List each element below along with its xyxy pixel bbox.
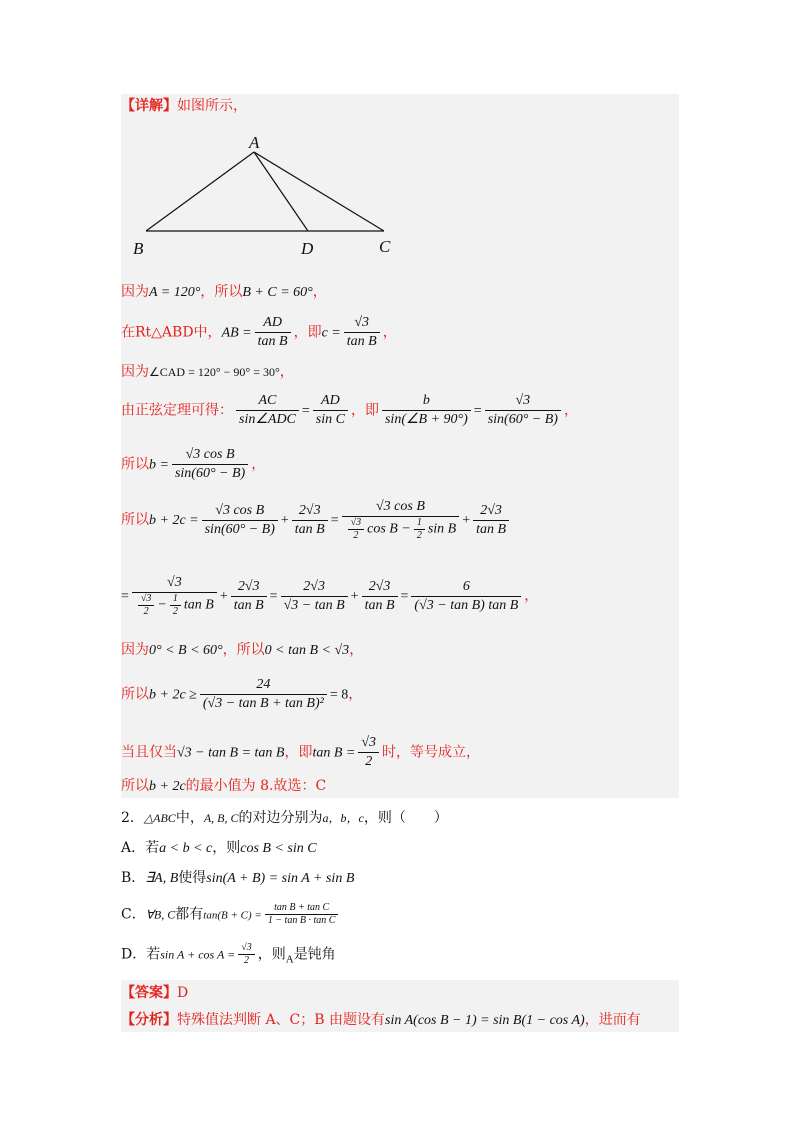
- step-6-n2: 2√3: [292, 502, 328, 521]
- step-4: [121, 392, 578, 429]
- step-2-suffix: ，: [382, 324, 397, 341]
- step-4-mid: ，即: [350, 402, 379, 419]
- option-a-label: A．若: [121, 840, 160, 856]
- step-9-prefix: 所以: [121, 686, 149, 703]
- step-7-d1-frac-b: [170, 593, 181, 618]
- step-6-n3: √3 cos B: [342, 498, 460, 517]
- step-5: [121, 446, 265, 483]
- step-4-d2: sin C: [315, 412, 345, 427]
- step-5-prefix: 所以: [121, 456, 149, 473]
- step-4-n2: AD: [313, 392, 348, 411]
- step-7-d1-frac-a: [138, 593, 155, 618]
- step-7-d3: √3 − tan B: [283, 597, 345, 613]
- answer-heading: 【答案】: [121, 985, 177, 1001]
- step-4-frac2: [313, 392, 348, 429]
- step-8-math: 0° < B < 60°: [149, 643, 223, 658]
- option-c-mid: 都有: [175, 906, 204, 923]
- question-stem-end: ，则（ ）: [363, 810, 448, 826]
- step-6: [121, 498, 512, 542]
- step-7-plus1: +: [219, 589, 228, 604]
- step-6-d3-frac-a: [348, 517, 365, 542]
- step-3-math: ∠CAD = 120° − 90° = 30°: [149, 365, 280, 379]
- question-number: 2．: [121, 810, 144, 826]
- solution-intro: 如图所示，: [177, 98, 247, 114]
- step-2-frac: [255, 314, 291, 351]
- step-6-prefix: 所以: [121, 512, 149, 528]
- step-4-n1: AC: [236, 392, 299, 411]
- step-9-den: (√3 − tan B + tan B)²: [202, 696, 324, 711]
- step-7-eq1: =: [269, 589, 278, 604]
- step-2-num: AD: [255, 314, 291, 333]
- step-9-suffix: ，: [348, 686, 363, 703]
- option-c: [121, 902, 341, 927]
- label-a: A: [249, 133, 260, 152]
- answer-value: D: [177, 985, 189, 1001]
- step-6-d3e: 2: [416, 530, 422, 541]
- step-9: [121, 676, 362, 713]
- step-7-n4: 2√3: [362, 578, 398, 597]
- step-7-d1: [132, 593, 217, 618]
- option-d-label: D．若: [121, 946, 161, 963]
- step-10-suffix: 时，等号成立，: [382, 744, 481, 761]
- step-7-eq2: =: [400, 589, 409, 604]
- label-c: C: [379, 237, 391, 256]
- step-2-num2: √3: [344, 314, 380, 333]
- step-10-frac: [358, 734, 379, 771]
- analysis-heading: 【分析】: [121, 1012, 177, 1028]
- step-9-lhs: b + 2c ≥: [149, 687, 197, 703]
- option-d: [121, 942, 336, 970]
- option-d-end: 是钝角: [293, 946, 336, 963]
- step-3-suffix: ，: [279, 364, 294, 380]
- step-8: [121, 640, 363, 661]
- option-a-mid: ，则: [212, 840, 241, 856]
- step-2-lhs2: c =: [321, 325, 341, 341]
- step-5-suffix: ，: [251, 456, 266, 473]
- analysis-end: ，进而有: [584, 1012, 641, 1028]
- step-10-math: √3 − tan B = tan B: [177, 745, 285, 761]
- step-4-eq2: =: [473, 403, 482, 419]
- step-9-frac: [200, 676, 327, 713]
- option-c-lhs: tan(B + C) =: [203, 909, 262, 922]
- analysis-math: sin A(cos B − 1) = sin B(1 − cos A): [385, 1013, 585, 1028]
- step-6-d2: tan B: [294, 521, 325, 537]
- label-b: B: [133, 239, 144, 258]
- step-6-frac2: [292, 502, 328, 539]
- question-stem-mid: 中，: [175, 810, 204, 826]
- step-7-frac5: [411, 578, 521, 615]
- step-4-frac4: [485, 392, 561, 429]
- step-7-n3: 2√3: [281, 578, 348, 597]
- step-8-math2: 0 < tan B < √3: [264, 643, 350, 658]
- label-d: D: [301, 239, 314, 258]
- step-7-frac4: [362, 578, 398, 615]
- step-6-d3a: √3: [348, 517, 365, 530]
- step-6-plus2: +: [462, 513, 471, 528]
- option-d-math: A: [285, 953, 294, 966]
- step-6-d3-frac-b: [414, 517, 425, 542]
- question-stem-math3: a，b，c: [322, 811, 364, 825]
- analysis-line: [121, 1010, 641, 1031]
- step-7-d1d: 1: [170, 593, 181, 606]
- option-d-num: √3: [238, 942, 255, 955]
- step-9-num: 24: [200, 676, 327, 695]
- step-7: [121, 574, 538, 618]
- question-stem: [121, 808, 448, 828]
- option-a: [121, 838, 317, 859]
- step-3: [121, 362, 294, 382]
- step-4-eq: =: [301, 403, 310, 419]
- option-d-frac: [238, 942, 255, 967]
- step-1-prefix: 因为: [121, 284, 149, 300]
- step-5-lhs: b =: [149, 457, 169, 473]
- step-2: [121, 314, 397, 351]
- side-ab: [146, 152, 254, 231]
- question-stem-mid2: 的对边分别为: [238, 810, 323, 826]
- step-11-math: b + 2c: [149, 779, 186, 794]
- step-2-den2: tan B: [346, 334, 377, 349]
- step-6-d3c: cos B −: [367, 521, 411, 537]
- step-7-n5: 6: [411, 578, 521, 597]
- step-6-d1: sin(60° − B): [204, 521, 275, 537]
- step-2-lhs: AB =: [221, 325, 252, 341]
- answer-line: [121, 983, 188, 1003]
- option-a-math2: cos B < sin C: [240, 841, 317, 856]
- solution-heading-line: [121, 96, 247, 116]
- step-7-d5: (√3 − tan B) tan B: [414, 597, 519, 613]
- solution-heading: 【详解】: [121, 98, 177, 114]
- step-2-frac2: [344, 314, 380, 351]
- step-4-frac1: [236, 392, 299, 429]
- step-10-lhs: tan B =: [312, 745, 356, 761]
- step-6-eq: =: [330, 513, 339, 528]
- step-7-d2: tan B: [233, 597, 264, 613]
- step-11: [121, 776, 326, 797]
- step-7-frac2: [231, 578, 267, 615]
- step-6-d3b: 2: [353, 530, 359, 541]
- step-11-suffix: 的最小值为 8.故选：C: [185, 778, 327, 794]
- step-1-suffix: ，: [312, 284, 327, 300]
- step-6-d3f: sin B: [427, 521, 457, 537]
- option-a-math: a < b < c: [159, 841, 213, 856]
- step-7-frac1: [132, 574, 217, 618]
- step-6-frac1: [202, 502, 278, 539]
- step-5-num: √3 cos B: [172, 446, 248, 465]
- step-4-prefix: 由正弦定理可得：: [121, 402, 233, 419]
- step-10-mid: ，即: [284, 744, 313, 761]
- step-6-plus: +: [280, 513, 289, 528]
- step-6-n4: 2√3: [473, 502, 509, 521]
- step-5-den: sin(60° − B): [174, 466, 246, 481]
- step-9-rhs: = 8: [329, 687, 349, 703]
- step-4-n4: √3: [485, 392, 561, 411]
- option-d-mid: ，则: [257, 946, 286, 963]
- step-1-mid: ，所以: [200, 284, 243, 300]
- step-7-d1b: 2: [143, 606, 149, 617]
- step-7-n1: √3: [132, 574, 217, 593]
- step-2-mid: ，即: [293, 324, 322, 341]
- step-7-d1a: √3: [138, 593, 155, 606]
- option-c-label: C．: [121, 906, 146, 923]
- step-7-n2: 2√3: [231, 578, 267, 597]
- step-7-eq0: =: [121, 589, 129, 604]
- step-6-d3: [342, 517, 460, 542]
- step-1-math2: B + C = 60°: [242, 285, 313, 300]
- option-c-math: ∀B, C: [145, 907, 176, 922]
- step-4-suffix: ，: [563, 402, 578, 419]
- step-4-d1: sin∠ADC: [239, 412, 296, 427]
- step-7-d1f: tan B: [183, 597, 214, 613]
- option-c-num: tan B + tan C: [265, 902, 339, 915]
- step-4-d4: sin(60° − B): [487, 412, 558, 427]
- step-6-frac4: [473, 502, 509, 539]
- question-stem-math2: A, B, C: [203, 811, 239, 825]
- question-stem-math: △ABC: [143, 811, 176, 825]
- step-6-frac3: [342, 498, 460, 542]
- step-2-den: tan B: [257, 334, 288, 349]
- option-c-frac: [265, 902, 339, 927]
- option-b-math2: sin(A + B) = sin A + sin B: [206, 871, 355, 886]
- step-7-plus2: +: [350, 589, 359, 604]
- option-b: [121, 868, 354, 889]
- step-2-prefix: 在Rt△ABD中，: [121, 324, 222, 341]
- option-d-lhs: sin A + cos A =: [160, 947, 236, 962]
- step-10: [121, 734, 480, 771]
- option-c-den: 1 − tan B · tan C: [267, 915, 336, 926]
- step-6-d3d: 1: [414, 517, 425, 530]
- segment-ad: [254, 152, 308, 231]
- step-1: [121, 282, 327, 303]
- step-7-d1e: 2: [172, 606, 178, 617]
- option-b-math: ∃A, B: [145, 871, 179, 886]
- step-11-prefix: 所以: [121, 778, 149, 794]
- analysis-text: 特殊值法判断 A、C；B 由题设有: [177, 1012, 386, 1028]
- step-4-frac3: [382, 392, 471, 429]
- step-3-prefix: 因为: [121, 364, 149, 380]
- step-7-d1c: −: [157, 597, 167, 613]
- step-8-prefix: 因为: [121, 642, 149, 658]
- step-7-suffix: ，: [524, 588, 539, 604]
- step-10-num: √3: [358, 734, 379, 753]
- step-7-d4: tan B: [364, 597, 395, 613]
- option-b-label: B．: [121, 870, 146, 886]
- step-5-frac: [172, 446, 248, 483]
- option-d-den: 2: [243, 955, 249, 966]
- step-7-frac3: [281, 578, 348, 615]
- option-b-mid: 使得: [178, 870, 207, 886]
- step-6-lhs: b + 2c =: [149, 513, 199, 528]
- step-1-math: A = 120°: [149, 285, 201, 300]
- step-8-mid: ，所以: [222, 642, 265, 658]
- step-10-den: 2: [365, 754, 373, 769]
- step-6-n1: √3 cos B: [202, 502, 278, 521]
- step-4-n3: b: [382, 392, 471, 411]
- step-10-prefix: 当且仅当: [121, 744, 177, 761]
- step-8-suffix: ，: [349, 642, 364, 658]
- side-ac: [254, 152, 384, 231]
- triangle-figure: [125, 130, 405, 260]
- step-6-d4: tan B: [476, 521, 507, 537]
- step-4-d3: sin(∠B + 90°): [384, 412, 468, 427]
